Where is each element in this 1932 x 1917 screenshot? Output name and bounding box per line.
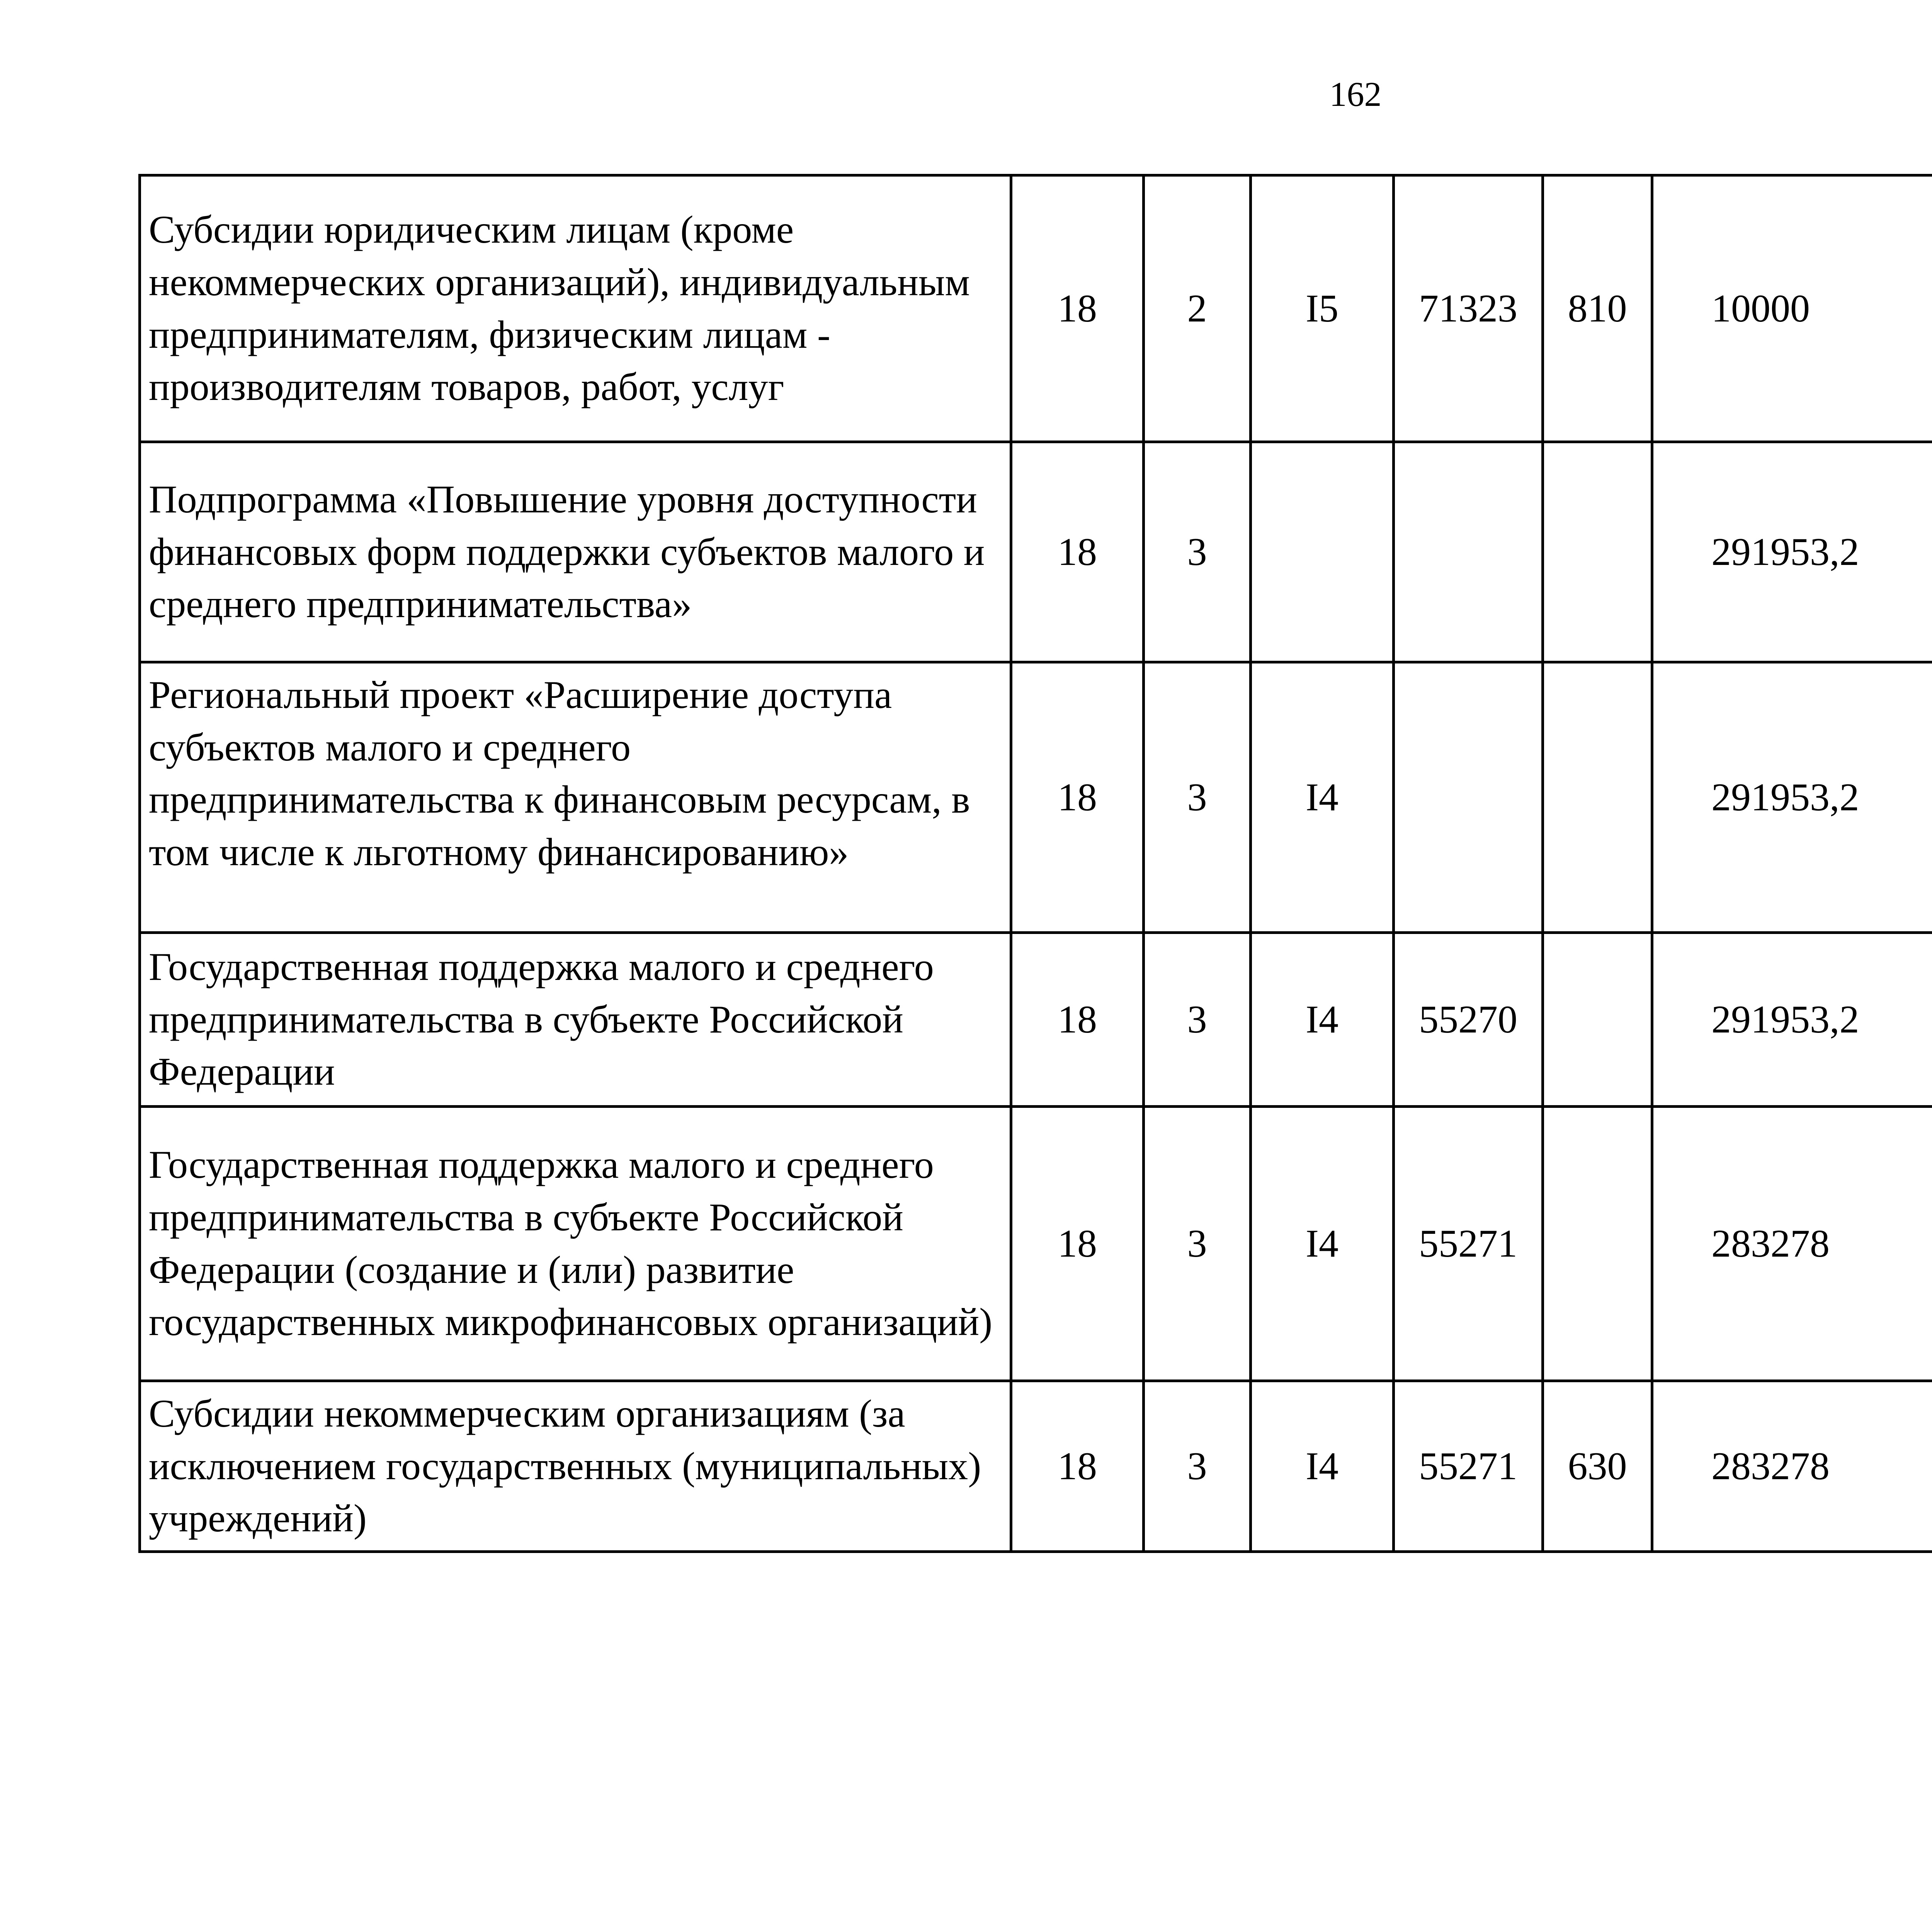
expense-type-code: 810 (1543, 175, 1652, 442)
table-row (140, 175, 1932, 442)
amount-1: 283278 (1652, 1107, 1932, 1381)
subprogram-code: 3 (1144, 933, 1251, 1107)
table-row (140, 442, 1932, 662)
event-code (1251, 442, 1394, 662)
expense-type-code (1543, 662, 1652, 933)
subprogram-code: 3 (1144, 1381, 1251, 1552)
event-code: I4 (1251, 662, 1394, 933)
amount-1: 10000 (1652, 175, 1932, 442)
amount-1: 291953,2 (1652, 662, 1932, 933)
direction-code: 55270 (1394, 933, 1543, 1107)
expense-type-code (1543, 442, 1652, 662)
program-code: 18 (1011, 1107, 1144, 1381)
direction-code (1394, 662, 1543, 933)
table-row (140, 1107, 1932, 1381)
amount-1: 291953,2 (1652, 933, 1932, 1107)
expense-type-code (1543, 1107, 1652, 1381)
program-code: 18 (1011, 175, 1144, 442)
subprogram-code: 2 (1144, 175, 1251, 442)
row-name: Субсидии юридическим лицам (кроме некоммерческих организаций), индивидуальным предпринимателям, физическим лицам - производителям товаров, работ, услуг (140, 175, 1011, 442)
amount-1: 283278 (1652, 1381, 1932, 1552)
table-row (140, 662, 1932, 933)
direction-code: 71323 (1394, 175, 1543, 442)
budget-table (138, 174, 1932, 1553)
row-name: Государственная поддержка малого и среднего предпринимательства в субъекте Российской Федерации (создание и (или) развитие государственных микрофинансовых организаций) (140, 1107, 1011, 1381)
event-code: I4 (1251, 1107, 1394, 1381)
event-code: I4 (1251, 1381, 1394, 1552)
subprogram-code: 3 (1144, 442, 1251, 662)
subprogram-code: 3 (1144, 1107, 1251, 1381)
program-code: 18 (1011, 442, 1144, 662)
program-code: 18 (1011, 662, 1144, 933)
program-code: 18 (1011, 933, 1144, 1107)
row-name: Субсидии некоммерческим организациям (за исключением государственных (муниципальных) учреждений) (140, 1381, 1011, 1552)
table-row (140, 933, 1932, 1107)
direction-code: 55271 (1394, 1381, 1543, 1552)
amount-1: 291953,2 (1652, 442, 1932, 662)
direction-code: 55271 (1394, 1107, 1543, 1381)
row-name: Региональный проект «Расширение доступа субъектов малого и среднего предпринимательства к финансовым ресурсам, в том числе к льготному финансированию» (140, 662, 1011, 933)
direction-code (1394, 442, 1543, 662)
event-code: I4 (1251, 933, 1394, 1107)
expense-type-code: 630 (1543, 1381, 1652, 1552)
event-code: I5 (1251, 175, 1394, 442)
row-name: Подпрограмма «Повышение уровня доступности финансовых форм поддержки субъектов малого и среднего предпринимательства» (140, 442, 1011, 662)
row-name: Государственная поддержка малого и среднего предпринимательства в субъекте Российской Федерации (140, 933, 1011, 1107)
page-number: 162 (1329, 75, 1382, 114)
subprogram-code: 3 (1144, 662, 1251, 933)
expense-type-code (1543, 933, 1652, 1107)
table-row (140, 1381, 1932, 1552)
program-code: 18 (1011, 1381, 1144, 1552)
